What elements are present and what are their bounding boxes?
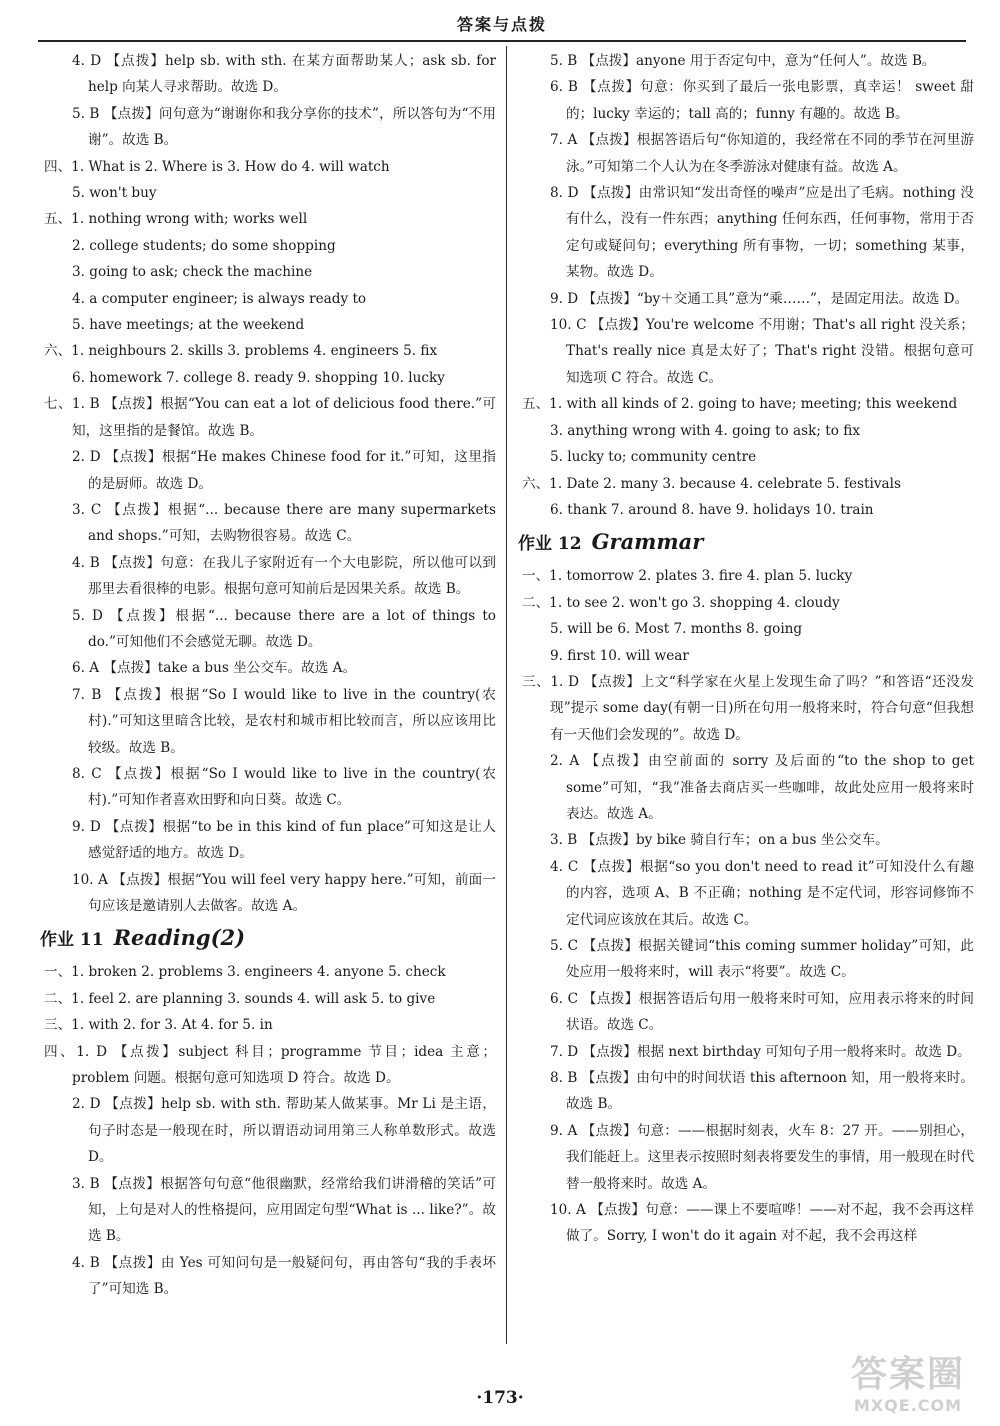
answer-line: 3. B 【点拨】根据答句句意“他很幽默，经常给我们讲滑稽的笑话”可知，上句是对人的性格提问，应用固定句型“What is ... like?”。故选 B。: [72, 1175, 496, 1245]
answer-line: 9. D 【点拨】根据“to be in this kind of fun place”可知这是让人感觉舒适的地方。故选 D。: [72, 818, 496, 862]
answer-line: 3. going to ask; check the machine: [72, 264, 313, 281]
answer-line: 10. C 【点拨】You're welcome 不用谢；That's all right 没关系；That's really nice 真是太好了；That's right 没错。根据句意可知选项 C 符合。故选 C。: [550, 317, 974, 386]
section-heading: [518, 525, 974, 561]
section-title: Reading(2): [113, 925, 246, 951]
answer-line: 2. D 【点拨】根据“He makes Chinese food for it.”可知，这里指的是厨师。故选 D。: [72, 449, 496, 492]
left-column: [40, 48, 496, 1303]
watermark-text: 答案圈: [850, 1354, 965, 1395]
answer-line: 5. D 【点拨】根据“... because there are a lot of things to do.”可知他们不会感觉无聊。故选 D。: [72, 607, 496, 650]
answer-line: 5. C 【点拨】根据关键词“this coming summer holiday”可知，此处应用一般将来时，will 表示“将要”。故选 C。: [550, 938, 974, 981]
answer-line: 7. B 【点拨】根据“So I would like to live in the country(农村).”可知这里暗含比较，是农村和城市相比较而言，所以应该用比较级。故选 B。: [72, 686, 496, 756]
answer-line: 一、1. tomorrow 2. plates 3. fire 4. plan 5. lucky: [522, 568, 853, 585]
answer-line: 6. C 【点拨】根据答语后句用一般将来时可知，应用表示将来的时间状语。故选 C。: [550, 990, 974, 1034]
answer-line: 10. A 【点拨】句意：——课上不要喧哗！——对不起，我不会再这样做了。Sorry, I won't do it again 对不起，我不会再这样: [550, 1202, 974, 1245]
answer-line: 7. D 【点拨】根据 next birthday 可知句子用一般将来时。故选 D。: [550, 1043, 971, 1060]
answer-line: 三、1. with 2. for 3. At 4. for 5. in: [44, 1017, 273, 1034]
answer-line: 2. D 【点拨】help sb. with sth. 帮助某人做某事。Mr Li 是主语，句子时态是一般现在时，所以谓语动词用第三人称单数形式。故选 D。: [72, 1096, 496, 1166]
right-column: [518, 48, 974, 1250]
answer-line: 4. C 【点拨】根据“so you don't need to read it”可知没什么有趣的内容，选项 A、B 不正确；nothing 是不定代词，形容词修饰不定代词应该放在其后。故选 C。: [550, 858, 974, 928]
answer-line: 3. anything wrong with 4. going to ask; to fix: [550, 422, 860, 439]
answer-line: 3. B 【点拨】by bike 骑自行车；on a bus 坐公交车。: [550, 832, 889, 849]
answer-line: 9. first 10. will wear: [550, 647, 689, 664]
answer-line: 7. A 【点拨】根据答语后句“你知道的，我经常在不同的季节在河里游泳。”可知第二个人认为在冬季游泳对健康有益。故选 A。: [550, 132, 974, 175]
answer-line: 5. lucky to; community centre: [550, 449, 757, 466]
answer-line: 二、1. to see 2. won't go 3. shopping 4. cloudy: [522, 594, 840, 611]
watermark-logo: [838, 1354, 978, 1418]
answer-line: 5. have meetings; at the weekend: [72, 317, 305, 334]
answer-line: 4. B 【点拨】由 Yes 可知问句是一般疑问句，再由答句“我的手表坏了”可知选 B。: [72, 1254, 496, 1298]
answer-line: 一、1. broken 2. problems 3. engineers 4. anyone 5. check: [44, 964, 446, 981]
answer-line: 2. A 【点拨】由空前面的 sorry 及后面的“to the shop to get some”可知，“我”准备去商店买一些咖啡，故此处应用一般将来时表达。故选 A。: [550, 753, 974, 822]
column-divider: [506, 46, 507, 1344]
answer-line: 三、1. D 【点拨】上文“科学家在火星上发现生命了吗？”和答语“还没发现”提示 some day(有朝一日)所在句用一般将来时，符合句意“但我想有一天他们会发现的”。故选 D。: [522, 673, 974, 743]
answer-line: 4. a computer engineer; is always ready to: [72, 290, 367, 307]
answer-line: 二、1. feel 2. are planning 3. sounds 4. will ask 5. to give: [44, 990, 436, 1007]
answer-line: 4. B 【点拨】句意：在我儿子家附近有一个大电影院，所以他可以到那里去看很棒的电影。根据句意可知前后是因果关系。故选 B。: [72, 554, 496, 598]
answer-line: 五、1. nothing wrong with; works well: [44, 211, 308, 228]
answer-line: 六、1. Date 2. many 3. because 4. celebrate 5. festivals: [522, 475, 901, 492]
page-number: ·173·: [476, 1388, 524, 1408]
answer-line: 6. B 【点拨】句意：你买到了最后一张电影票，真幸运！ sweet 甜的；lucky 幸运的；tall 高的；funny 有趣的。故选 B。: [550, 79, 974, 122]
answer-line: 9. D 【点拨】“by＋交通工具”意为“乘……”，是固定用法。故选 D。: [550, 290, 969, 307]
answer-line: 8. D 【点拨】由常识知“发出奇怪的噪声”应是出了毛病。nothing 没有什么，没有一件东西；anything 任何东西，任何事物，常用于否定句或疑问句；everything 所有事物，一切；something 某事，某物。故选 D。: [550, 185, 974, 281]
answer-line: 2. college students; do some shopping: [72, 237, 336, 254]
section-title: Grammar: [591, 529, 704, 555]
section-label: 作业 11: [40, 930, 104, 951]
answer-line: 8. B 【点拨】由句中的时间状语 this afternoon 知，用一般将来时。故选 B。: [550, 1070, 974, 1113]
section-heading: [40, 921, 496, 957]
answer-line: 9. A 【点拨】句意：——根据时刻表，火车 8：27 开。——别担心，我们能赶上。这里表示按照时刻表将要发生的事情，用一般现在时代替一般将来时。故选 A。: [550, 1122, 974, 1192]
answer-line: 七、1. B 【点拨】根据“You can eat a lot of delicious food there.”可知，这里指的是餐馆。故选 B。: [44, 396, 496, 439]
answer-line: 四、1. D 【点拨】subject 科目；programme 节目；idea 主意；problem 问题。根据句意可知选项 D 符合。故选 D。: [44, 1043, 496, 1087]
answer-line: 五、1. with all kinds of 2. going to have; meeting; this weekend: [522, 396, 958, 413]
answer-line: 5. will be 6. Most 7. months 8. going: [550, 621, 803, 638]
answer-line: 6. A 【点拨】take a bus 坐公交车。故选 A。: [72, 660, 357, 677]
section-label: 作业 12: [518, 534, 582, 555]
answer-line: 6. thank 7. around 8. have 9. holidays 10. train: [550, 501, 874, 518]
answer-line: 5. B 【点拨】问句意为“谢谢你和我分享你的技术”，所以答句为“不用谢”。故选 B。: [72, 105, 496, 149]
answer-line: 6. homework 7. college 8. ready 9. shopping 10. lucky: [72, 369, 445, 386]
answer-line: 六、1. neighbours 2. skills 3. problems 4. engineers 5. fix: [44, 343, 438, 360]
header-title: 答案与点拨: [456, 15, 547, 34]
answer-line: 5. won't buy: [72, 185, 157, 202]
watermark-url: MXQE.COM: [853, 1396, 963, 1415]
answer-line: 4. D 【点拨】help sb. with sth. 在某方面帮助某人；ask sb. for help 向某人寻求帮助。故选 D。: [72, 53, 496, 96]
answer-line: 3. C 【点拨】根据“... because there are many supermarkets and shops.”可知，去购物很容易。故选 C。: [72, 501, 496, 545]
answer-line: 5. B 【点拨】anyone 用于否定句中，意为“任何人”。故选 B。: [550, 53, 936, 69]
answer-line: 四、1. What is 2. Where is 3. How do 4. will watch: [44, 158, 390, 175]
page-header: [38, 10, 966, 42]
answer-line: 8. C 【点拨】根据“So I would like to live in the country(农村).”可知作者喜欢田野和向日葵。故选 C。: [72, 765, 496, 809]
answer-line: 10. A 【点拨】根据“You will feel very happy here.”可知，前面一句应该是邀请别人去做客。故选 A。: [72, 871, 496, 914]
